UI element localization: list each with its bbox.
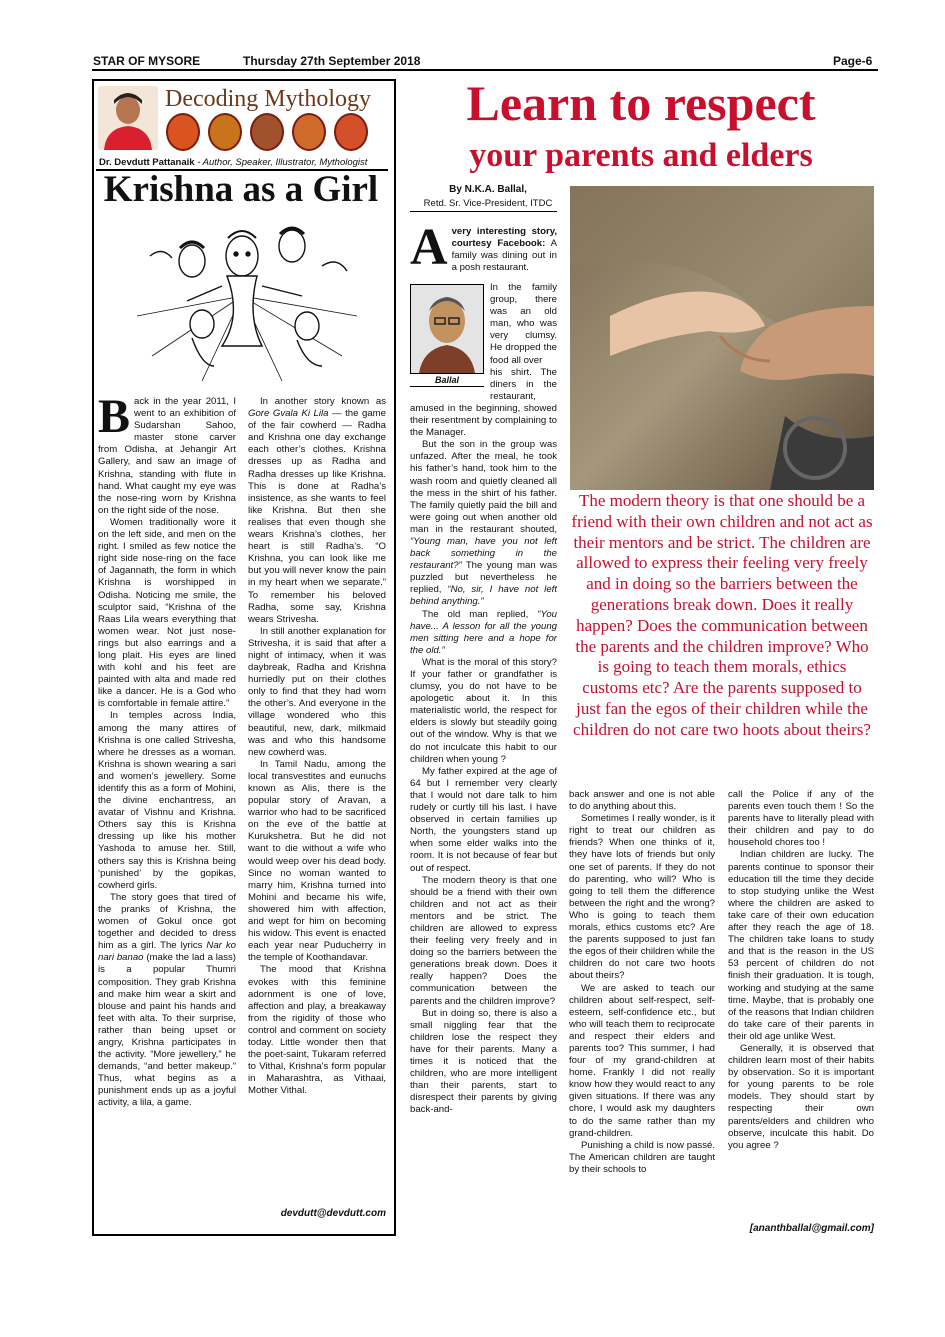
right-byline-role: Retd. Sr. Vice-President, ITDC [423, 198, 553, 209]
right-c1-p5: My father expired at the age of 64 but I remember very clearly that I would not dare talk to him rudely or curtly till his last. I have observed in certain families up North, the youngsters stand up when some elder walks into the room. It is not because of fear but out of respect. [410, 765, 557, 874]
left-col2-p1-em: Gore Gvala Ki Lila [248, 408, 329, 420]
left-col1-p4 [98, 892, 236, 1110]
right-c2-p3: We are asked to teach our children about self-respect, self-esteem, self-confidence etc., but who will teach them to reciprocate and respect their elders and parents too? This summer, I had four of my grand-children at home. Frankly I did not really know how they would react to any given situations. If there was any chore, I would ask my daughters to do the same rather than my grand-children. [569, 982, 715, 1139]
mask-face-3-icon [250, 113, 284, 151]
right-c2-p4: Punishing a child is now passé. The American children are taught by their schools to [569, 1139, 715, 1175]
left-col1-p2: Women traditionally wore it on the left side, and men on the right. I smiled as few notice the right side nose-ring on the face of Jagannath, the form in which Krishna is worshipped in Odisha. Noticing me smile, the sculptor said, “Krishna of the Raas Lila wears everything that women wear. Not just nose-rings but also earrings and a long plait. His eyes are lined with kohl and his feet are painted with alta and made red like a dancer. He is a God who is comfortable in female attire.” [98, 516, 236, 710]
left-col1-p1: ack in the year 2011, I went to an exhibition of Sudarshan Sahoo, master stone carver from Odisha, at Jehangir Art Gallery, and saw an image of Krishna, standing with flute in hand. What caught my eye was the nose-ring worn by Krishna on the right side of the nose. [98, 396, 236, 516]
left-headline: Krishna as a Girl [103, 169, 379, 210]
hands-photo [570, 186, 874, 490]
left-signoff: devdutt@devdutt.com [280, 1208, 386, 1219]
right-col-3 [728, 789, 874, 1221]
right-c1-p4: What is the moral of this story? If your father or grandfather is clumsy, you do not have to be apologetic about it. In this materialistic world, the respect for elders is slowly but steadily going out of the window. Why is that we do not inculcate this habit to our children when young ? [410, 656, 557, 765]
left-dropcap: B [98, 396, 131, 443]
right-c1-p3-em: “You have... A lesson for all the young men sitting here and a hope for the old.” [410, 608, 557, 656]
right-c2-p1: back answer and one is not able to do anything about this. [569, 789, 715, 813]
masthead-paper: STAR OF MYSORE [93, 54, 201, 68]
masthead-date: Thursday 27th September 2018 [243, 54, 421, 68]
pull-quote: The modern theory is that one should be a friend with their own children and not act as their mentors and be strict. The children are allowed to express their feeling very freely and in doing so the barriers between the generations break down. Does it really happen? Does the communication between the parents and the children improve? Who is going to teach them morals, ethics customs etc? Are the parents supposed to just fan the egos of their children while the children do not care two hoots about theirs? [571, 491, 873, 739]
right-beside-photo: In the family group, there was an old man, who was very clumsy. He dropped the food all over [490, 282, 557, 366]
left-col2-p1-b: — the game of the fair cowherd — Radha and Krishna one day exchange each other’s clothes. Krishna dresses up as Radha and Radha dresses up like Krishna. This is done at Radha’s insistence, as she wants to feel like Krishna. But then she realises that even though she wears Krishna’s clothes, her heart is still Radha’s. “O Krishna, you can look like me but you will never know the pain in my heart when we separate.” To remember his beloved Radha, some say, Krishna wears Strivesha. [248, 408, 386, 625]
mask-face-5-icon [334, 113, 368, 151]
right-byline: By N.K.A. Ballal, [449, 184, 527, 195]
ballal-photo [410, 284, 484, 374]
right-c3-p3: Generally, it is observed that children learn most of their habits by observation. So it is important for young parents to be role models. They should start by respecting their own parents/elders and children who observe, inculcate this habit. Do you agree ? [728, 1042, 874, 1151]
author-byline [99, 157, 367, 168]
ballal-photo-block [410, 284, 484, 389]
left-col1-p4-a: The story goes that tired of the pranks of Krishna, the women of Gokul once got together and decided to dress him as a girl. The lyrics [98, 891, 236, 952]
krishna-illustration [132, 216, 362, 384]
right-c1-p2-em2: “No, sir, I have not left behind anything.” [410, 584, 557, 608]
left-col2-p3: In Tamil Nadu, among the local transvestites and eunuchs known as Alis, there is the popular story of Aravan, a warrior who had to be sacrificed on the eve of the battle at Kurukshetra. But he did not want to die without a wife who would weep over his dead body. Since no woman wanted to marry him, Krishna turned into Mohini and became his wife, showered him with affection, and wept for him on becoming his widow. This event is enacted each year near Puducherry in the temple of Koothandavar. [248, 758, 386, 964]
left-col-1 [98, 396, 236, 1226]
right-col-1 [410, 226, 557, 1241]
ballal-caption: Ballal [410, 374, 484, 387]
column-title: Decoding Mythology [165, 86, 371, 112]
mask-face-2-icon [208, 113, 242, 151]
mask-face-4-icon [292, 113, 326, 151]
mask-face-1-icon [166, 113, 200, 151]
left-col1-p4-em: Nar ko nari banao [98, 940, 236, 964]
right-headline-1: Learn to respect [466, 75, 816, 131]
left-col1-p4-b: (make the lad a lass) is a popular Thumri composition. They grab Krishna and make him wear a skirt and blouse and paint his hands and feet with alta. To their surprise, rather than being upset or angry, Krishna participates in the activity. “More jewellery,” he demands, “and better makeup.” Thus, what begins as a punishment ends up as a joyful activity, a lila, a game. [98, 952, 236, 1109]
right-c1-p7: But in doing so, there is also a small niggling fear that the children lose the respect they have for their parents. Many a times it is noticed that the children, who are more intelligent than their parents, start to disrespect their parents by giving back-and- [410, 1007, 557, 1116]
right-col-2 [569, 789, 715, 1239]
author-photo [98, 86, 158, 150]
author-role: - Author, Speaker, Illustrator, Mythologist [194, 157, 368, 168]
right-signoff: [ananthballal@gmail.com] [749, 1223, 874, 1234]
byline-rule [410, 211, 557, 212]
author-name: Dr. Devdutt Pattanaik [99, 157, 195, 168]
left-col1-p3: In temples across India, among the many attires of Krishna is one called Strivesha, where he dresses as a woman. Krishna is shown wearing a sari and women’s jewellery. Some identify this as a form of Mohini, the divine enchantress, an avatar of Vishnu and Krishna. Others say this is Krishna dressing up like his mother Yashoda to amuse her. Still, others say this is Krishna being ‘punished’ by the gopikas, cowherd girls. [98, 710, 236, 891]
right-lead [410, 226, 557, 282]
right-c1-p2-b: The young man was puzzled but nevertheless he replied, [410, 560, 557, 596]
masthead-page: Page-6 [833, 54, 873, 68]
right-headline-2: your parents and elders [469, 137, 813, 174]
masthead-rule [92, 69, 878, 71]
right-c1-p3 [410, 609, 557, 657]
right-c1-cont: his shirt. The diners in the restaurant, amused in the beginning, showed their resentment by complaining to the Manager. [410, 366, 557, 439]
right-c1-p2-em1: “Young man, have you not left back something in the restaurant?” [410, 535, 557, 572]
left-col2-p1 [248, 396, 386, 626]
left-col2-p1-a: In another story known as [260, 396, 386, 407]
left-col-2 [248, 396, 386, 1204]
right-lead-rest: A family was dining out in a posh restaurant. [451, 238, 557, 274]
right-c1-p2-a: But the son in the group was unfazed. After the meal, he took his father’s hand, took him to the wash room and quietly cleaned all the mess in the shirt of his father. The family quietly paid the bill and were going out when another old man in the restaurant shouted, [410, 439, 557, 535]
right-c3-p1: call the Police if any of the parents even touch them ! So the parents have to literally plead with their children and pay to do household chores too ! [728, 789, 874, 849]
right-dropcap: A [410, 226, 448, 276]
right-c2-p2: Sometimes I really wonder, is it right to treat our children as friends? When one thinks of it, they have lots of friends but only one set of parents. If they do not do parenting, who will? Who is going to tell them the difference between the right and the wrong? Who is going to teach them morals, ethics customs etc? Are the parents supposed to just fan the egos of their children while the children do not care two hoots about theirs? [569, 813, 715, 982]
right-c3-p2: Indian children are lucky. The parents continue to sponsor their education till the time they decide to stop studying unlike the West where the children are asked to take care of their own education after they reach the age of 18. The children take loans to study and that is the reason in the US 53 percent of children do not finish their graduation. It is tough, working and studying at the same time. Maybe, that is probably one of the reasons that Indian children do take care of their parents in their old age unlike West. [728, 849, 874, 1042]
right-c1-p3-a: The old man replied, [422, 608, 538, 620]
right-c1-p6: The modern theory is that one should be a friend with their own children and not act as their mentors and be strict. The children are allowed to express their feeling very freely and in doing so the barriers between the generations break down. Does it really happen? Does the communication between the parents and the children improve? [410, 874, 557, 1007]
right-lead-bold: very interesting story, courtesy Facebook: [451, 226, 557, 250]
right-c1-p2 [410, 439, 557, 608]
left-col2-p2: In still another explanation for Strivesha, it is said that after a night of intimacy, when it was daybreak, Radha and Krishna hurriedly put on their clothes only to find that they had worn the other’s. And everyone in the village wondered who this beautiful, new, dark, milkmaid was and who this handsome new cowherd was. [248, 625, 386, 758]
left-col2-p4: The mood that Krishna evokes with this feminine adornment is one of love, affection and play, a breakaway from the rigidity of those who control and comment on society today. Little wonder then that the poet-saint, Tukaram referred to Vithal, Krishna’s form popular in Maharashtra, as Vithaai, Mother Vithal. [248, 964, 386, 1097]
